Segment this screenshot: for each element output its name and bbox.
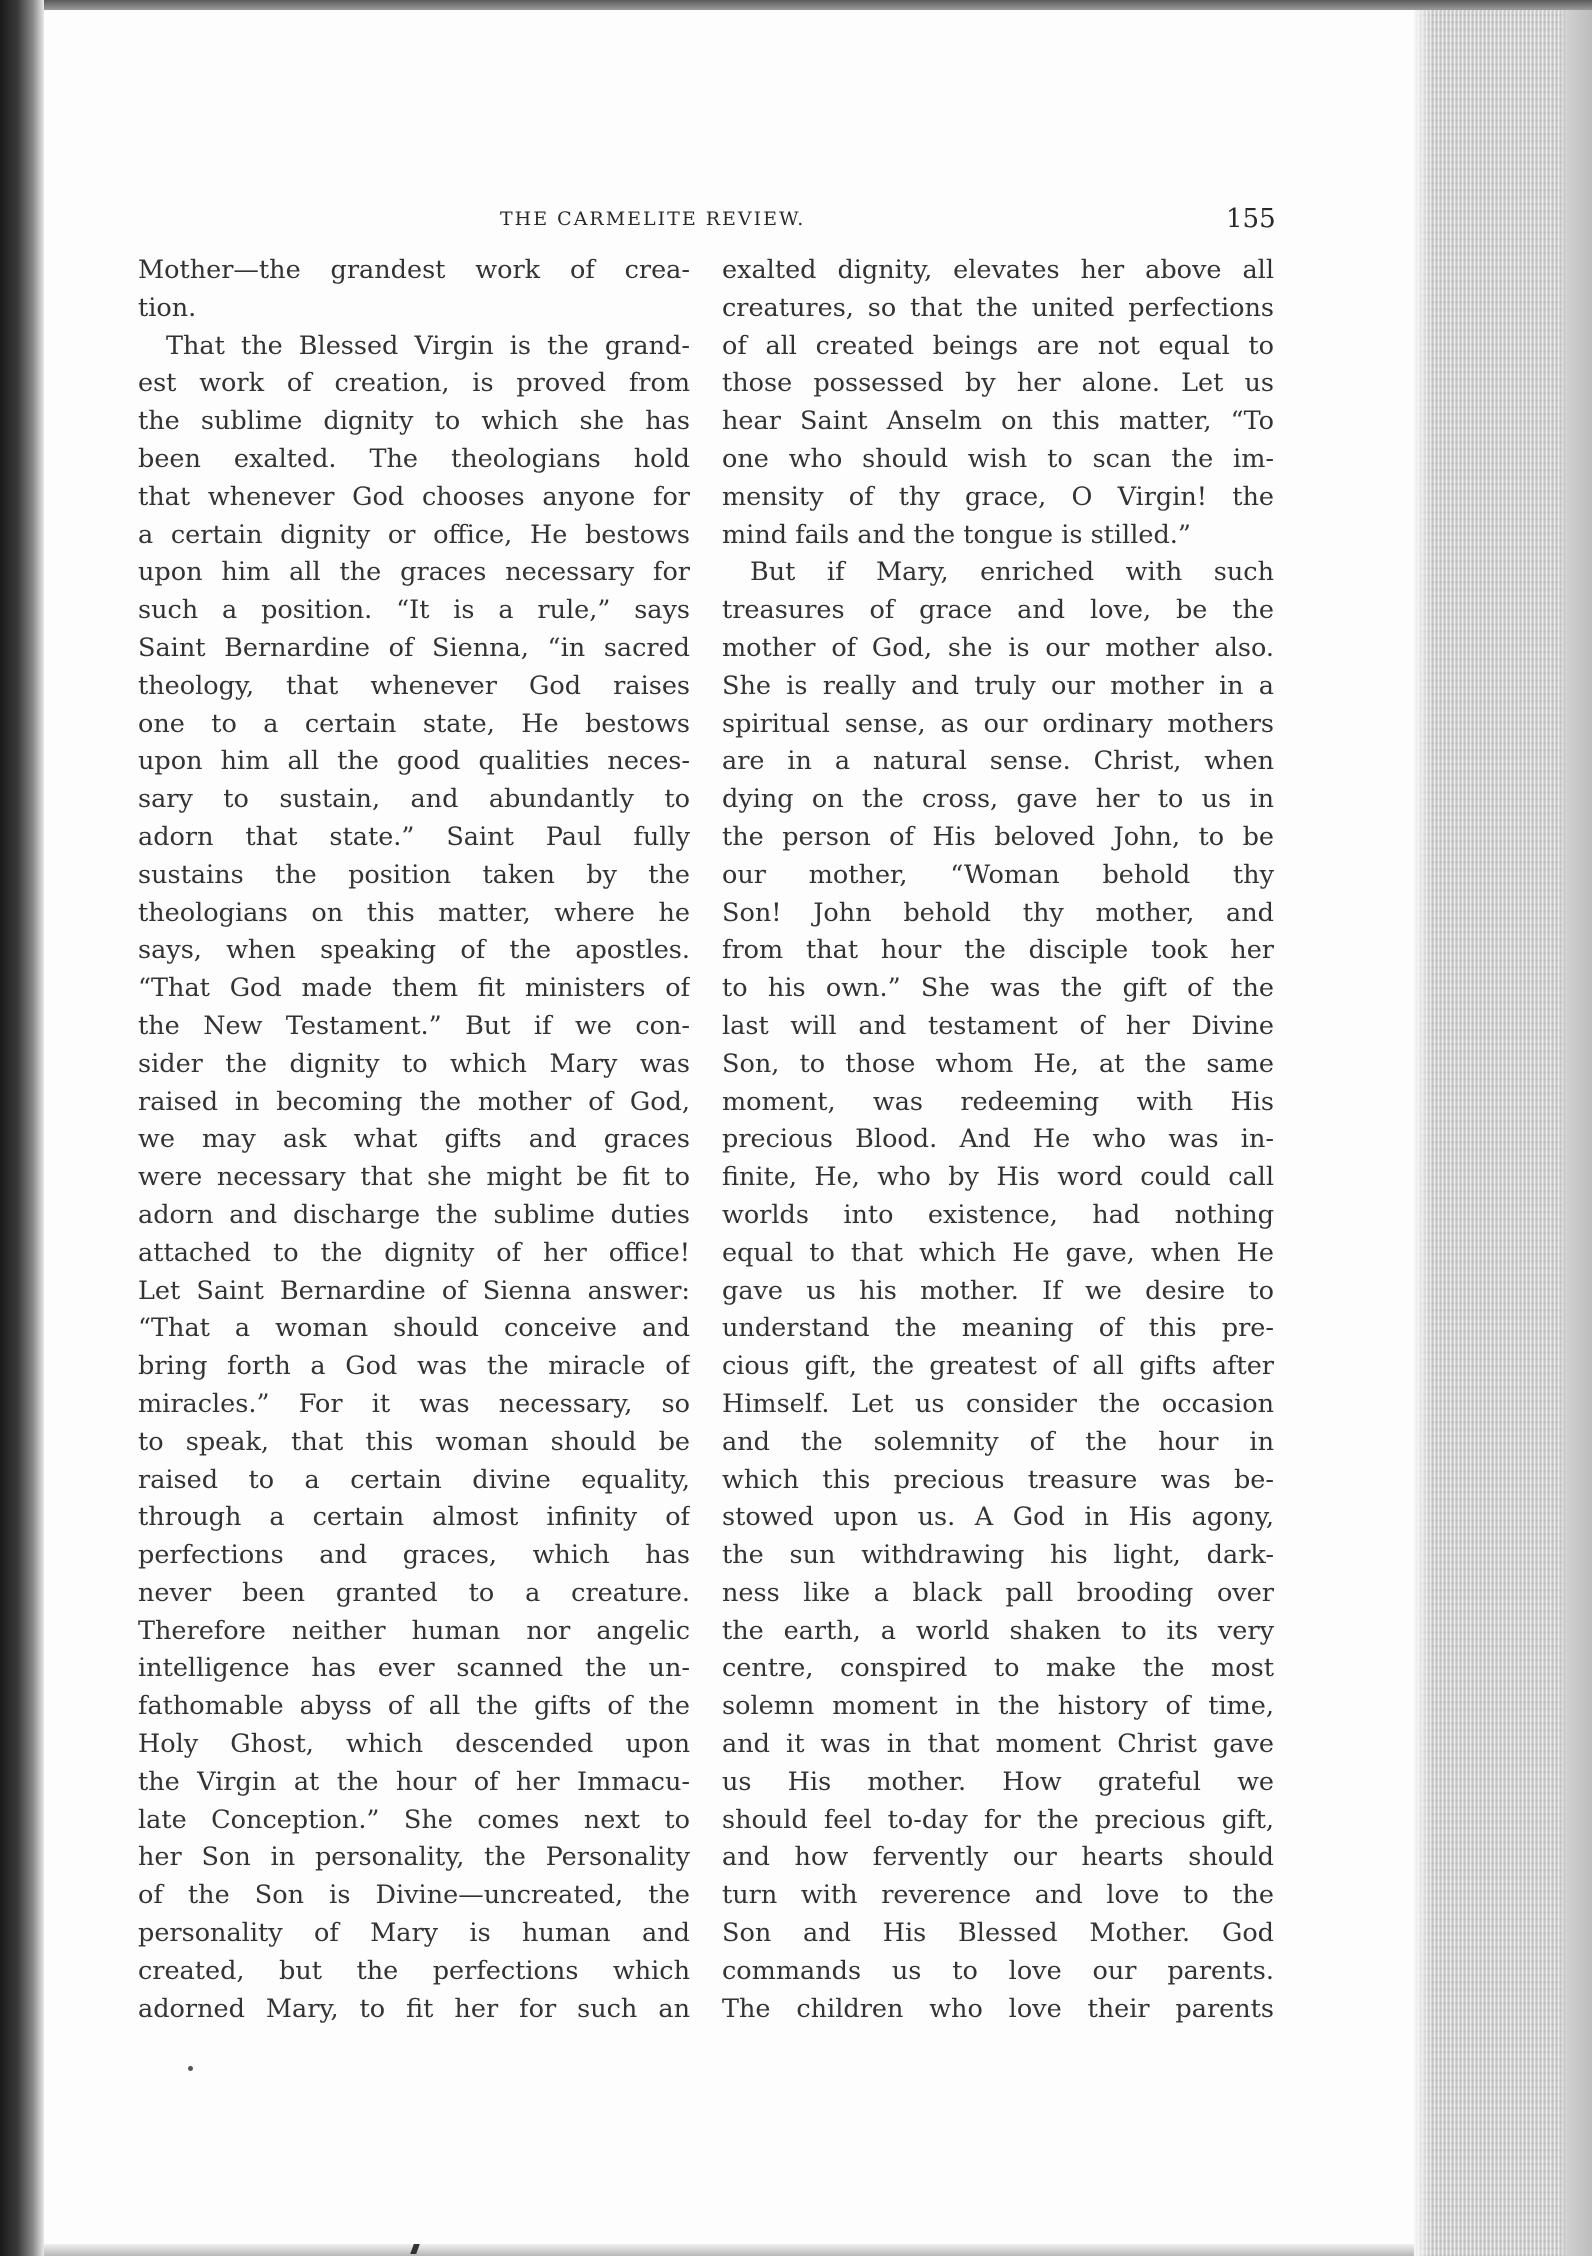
text-line: dying on the cross, gave her to us in [722, 784, 1274, 815]
text-line: fathomable abyss of all the gifts of the [138, 1691, 690, 1722]
text-line: “That a woman should conceive and [138, 1313, 690, 1344]
running-header-title: THE CARMELITE REVIEW. [500, 208, 806, 230]
text-line: and it was in that moment Christ gave [722, 1729, 1274, 1760]
text-line: mind fails and the tongue is stilled.” [722, 519, 1191, 550]
text-line: theology, that whenever God raises [138, 670, 690, 701]
text-line: moment, was redeeming with His [722, 1086, 1274, 1117]
text-line: should feel to-day for the precious gift, [722, 1804, 1274, 1835]
text-line: adorn and discharge the sublime duties [138, 1199, 690, 1230]
text-line: mensity of thy grace, O Virgin! the [722, 481, 1274, 512]
text-line: intelligence has ever scanned the un- [138, 1653, 690, 1684]
text-line: solemn moment in the history of time, [722, 1691, 1274, 1722]
text-column-left [138, 252, 690, 2028]
text-line: are in a natural sense. Christ, when [722, 746, 1274, 777]
text-line: tion. [138, 292, 197, 323]
text-line: creatures, so that the united perfections [722, 292, 1274, 323]
text-line: ness like a black pall brooding over [722, 1577, 1274, 1608]
text-line: were necessary that she might be fit to [138, 1162, 690, 1193]
book-gutter-shadow [0, 0, 44, 2256]
text-line: Therefore neither human nor angelic [138, 1615, 690, 1646]
text-line: us His mother. How grateful we [722, 1766, 1274, 1797]
text-line: est work of creation, is proved from [138, 368, 690, 399]
text-line: Let Saint Bernardine of Sienna answer: [138, 1275, 690, 1306]
text-line: her Son in personality, the Personality [138, 1842, 690, 1873]
text-line: Mother—the grandest work of crea- [138, 255, 690, 285]
text-line: such a position. “It is a rule,” says [138, 595, 690, 626]
text-line: perfections and graces, which has [138, 1540, 690, 1571]
text-line: that whenever God chooses anyone for [138, 481, 690, 512]
text-line: theologians on this matter, where he [138, 897, 690, 928]
text-line: the Virgin at the hour of her Immacu- [138, 1766, 690, 1797]
text-line: treasures of grace and love, be the [722, 595, 1274, 626]
text-line: never been granted to a creature. [138, 1577, 690, 1608]
text-line: one to a certain state, He bestows [138, 708, 690, 739]
text-line: attached to the dignity of her office! [138, 1237, 690, 1268]
text-line: from that hour the disciple took her [722, 935, 1274, 966]
text-line: one who should wish to scan the im- [722, 443, 1274, 474]
text-line: our mother, “Woman behold thy [722, 859, 1274, 890]
page-number: 155 [1226, 204, 1276, 234]
text-line: That the Blessed Virgin is the grand- [166, 330, 690, 361]
ink-speck [188, 2066, 193, 2071]
text-line: adorned Mary, to fit her for such an [138, 1993, 690, 2024]
text-line: upon him all the graces necessary for [138, 557, 690, 588]
text-line: last will and testament of her Divine [722, 1010, 1274, 1041]
text-line: personality of Mary is human and [138, 1918, 690, 1949]
text-line: gave us his mother. If we desire to [722, 1275, 1274, 1306]
text-line: a certain dignity or office, He bestows [138, 519, 690, 550]
text-line: equal to that which He gave, when He [722, 1237, 1274, 1268]
text-line: raised in becoming the mother of God, [138, 1086, 690, 1117]
text-line: She is really and truly our mother in a [722, 670, 1274, 701]
text-line: Holy Ghost, which descended upon [138, 1729, 690, 1760]
text-line: created, but the perfections which [138, 1955, 690, 1986]
text-line: turn with reverence and love to the [722, 1880, 1274, 1911]
text-line: to his own.” She was the gift of the [722, 973, 1274, 1004]
text-line: the New Testament.” But if we con- [138, 1010, 690, 1041]
text-line: cious gift, the greatest of all gifts after [722, 1351, 1274, 1382]
text-line: Son and His Blessed Mother. God [722, 1918, 1274, 1949]
text-line: sider the dignity to which Mary was [138, 1048, 690, 1079]
text-line: finite, He, who by His word could call [722, 1162, 1274, 1193]
text-line: of the Son is Divine—uncreated, the [138, 1880, 690, 1911]
text-line: upon him all the good qualities neces- [138, 746, 690, 777]
scan-bottom-edge [44, 2244, 1414, 2256]
text-line: sustains the position taken by the [138, 859, 690, 890]
text-line: says, when speaking of the apostles. [138, 935, 690, 966]
text-line: the earth, a world shaken to its very [722, 1615, 1274, 1646]
text-line: Son, to those whom He, at the same [722, 1048, 1274, 1079]
text-line: commands us to love our parents. [722, 1955, 1274, 1986]
text-line: understand the meaning of this pre- [722, 1313, 1274, 1344]
text-line: The children who love their parents [722, 1993, 1274, 2024]
text-line: spiritual sense, as our ordinary mothers [722, 708, 1274, 739]
text-line: But if Mary, enriched with such [750, 557, 1274, 588]
text-line: of all created beings are not equal to [722, 330, 1274, 361]
text-line: centre, conspired to make the most [722, 1653, 1274, 1684]
text-line: Saint Bernardine of Sienna, “in sacred [138, 632, 690, 663]
text-line: and how fervently our hearts should [722, 1842, 1274, 1873]
text-line: exalted dignity, elevates her above all [722, 255, 1274, 285]
page-fore-edge [1414, 10, 1592, 2256]
text-line: stowed upon us. A God in His agony, [722, 1502, 1274, 1533]
text-line: bring forth a God was the miracle of [138, 1351, 690, 1382]
text-line: the sublime dignity to which she has [138, 406, 690, 437]
text-line: Son! John behold thy mother, and [722, 897, 1274, 928]
text-line: sary to sustain, and abundantly to [138, 784, 690, 815]
text-line: we may ask what gifts and graces [138, 1124, 690, 1155]
text-line: the sun withdrawing his light, dark- [722, 1540, 1274, 1571]
text-line: hear Saint Anselm on this matter, “To [722, 406, 1274, 437]
text-line: Himself. Let us consider the occasion [722, 1388, 1274, 1419]
text-line: worlds into existence, had nothing [722, 1199, 1274, 1230]
text-line: mother of God, she is our mother also. [722, 632, 1274, 663]
text-column-right [722, 252, 1274, 2028]
text-line: raised to a certain divine equality, [138, 1464, 690, 1495]
scan-top-edge [0, 0, 1592, 10]
text-line: and the solemnity of the hour in [722, 1426, 1274, 1457]
text-line: through a certain almost infinity of [138, 1502, 690, 1533]
text-line: “That God made them fit ministers of [138, 973, 690, 1004]
text-line: the person of His beloved John, to be [722, 821, 1274, 852]
text-line: adorn that state.” Saint Paul fully [138, 821, 690, 852]
text-line: those possessed by her alone. Let us [722, 368, 1274, 399]
text-line: late Conception.” She comes next to [138, 1804, 690, 1835]
text-line: precious Blood. And He who was in- [722, 1124, 1274, 1155]
text-line: to speak, that this woman should be [138, 1426, 690, 1457]
text-line: been exalted. The theologians hold [138, 443, 690, 474]
text-line: which this precious treasure was be- [722, 1464, 1274, 1495]
text-line: miracles.” For it was necessary, so [138, 1388, 690, 1419]
